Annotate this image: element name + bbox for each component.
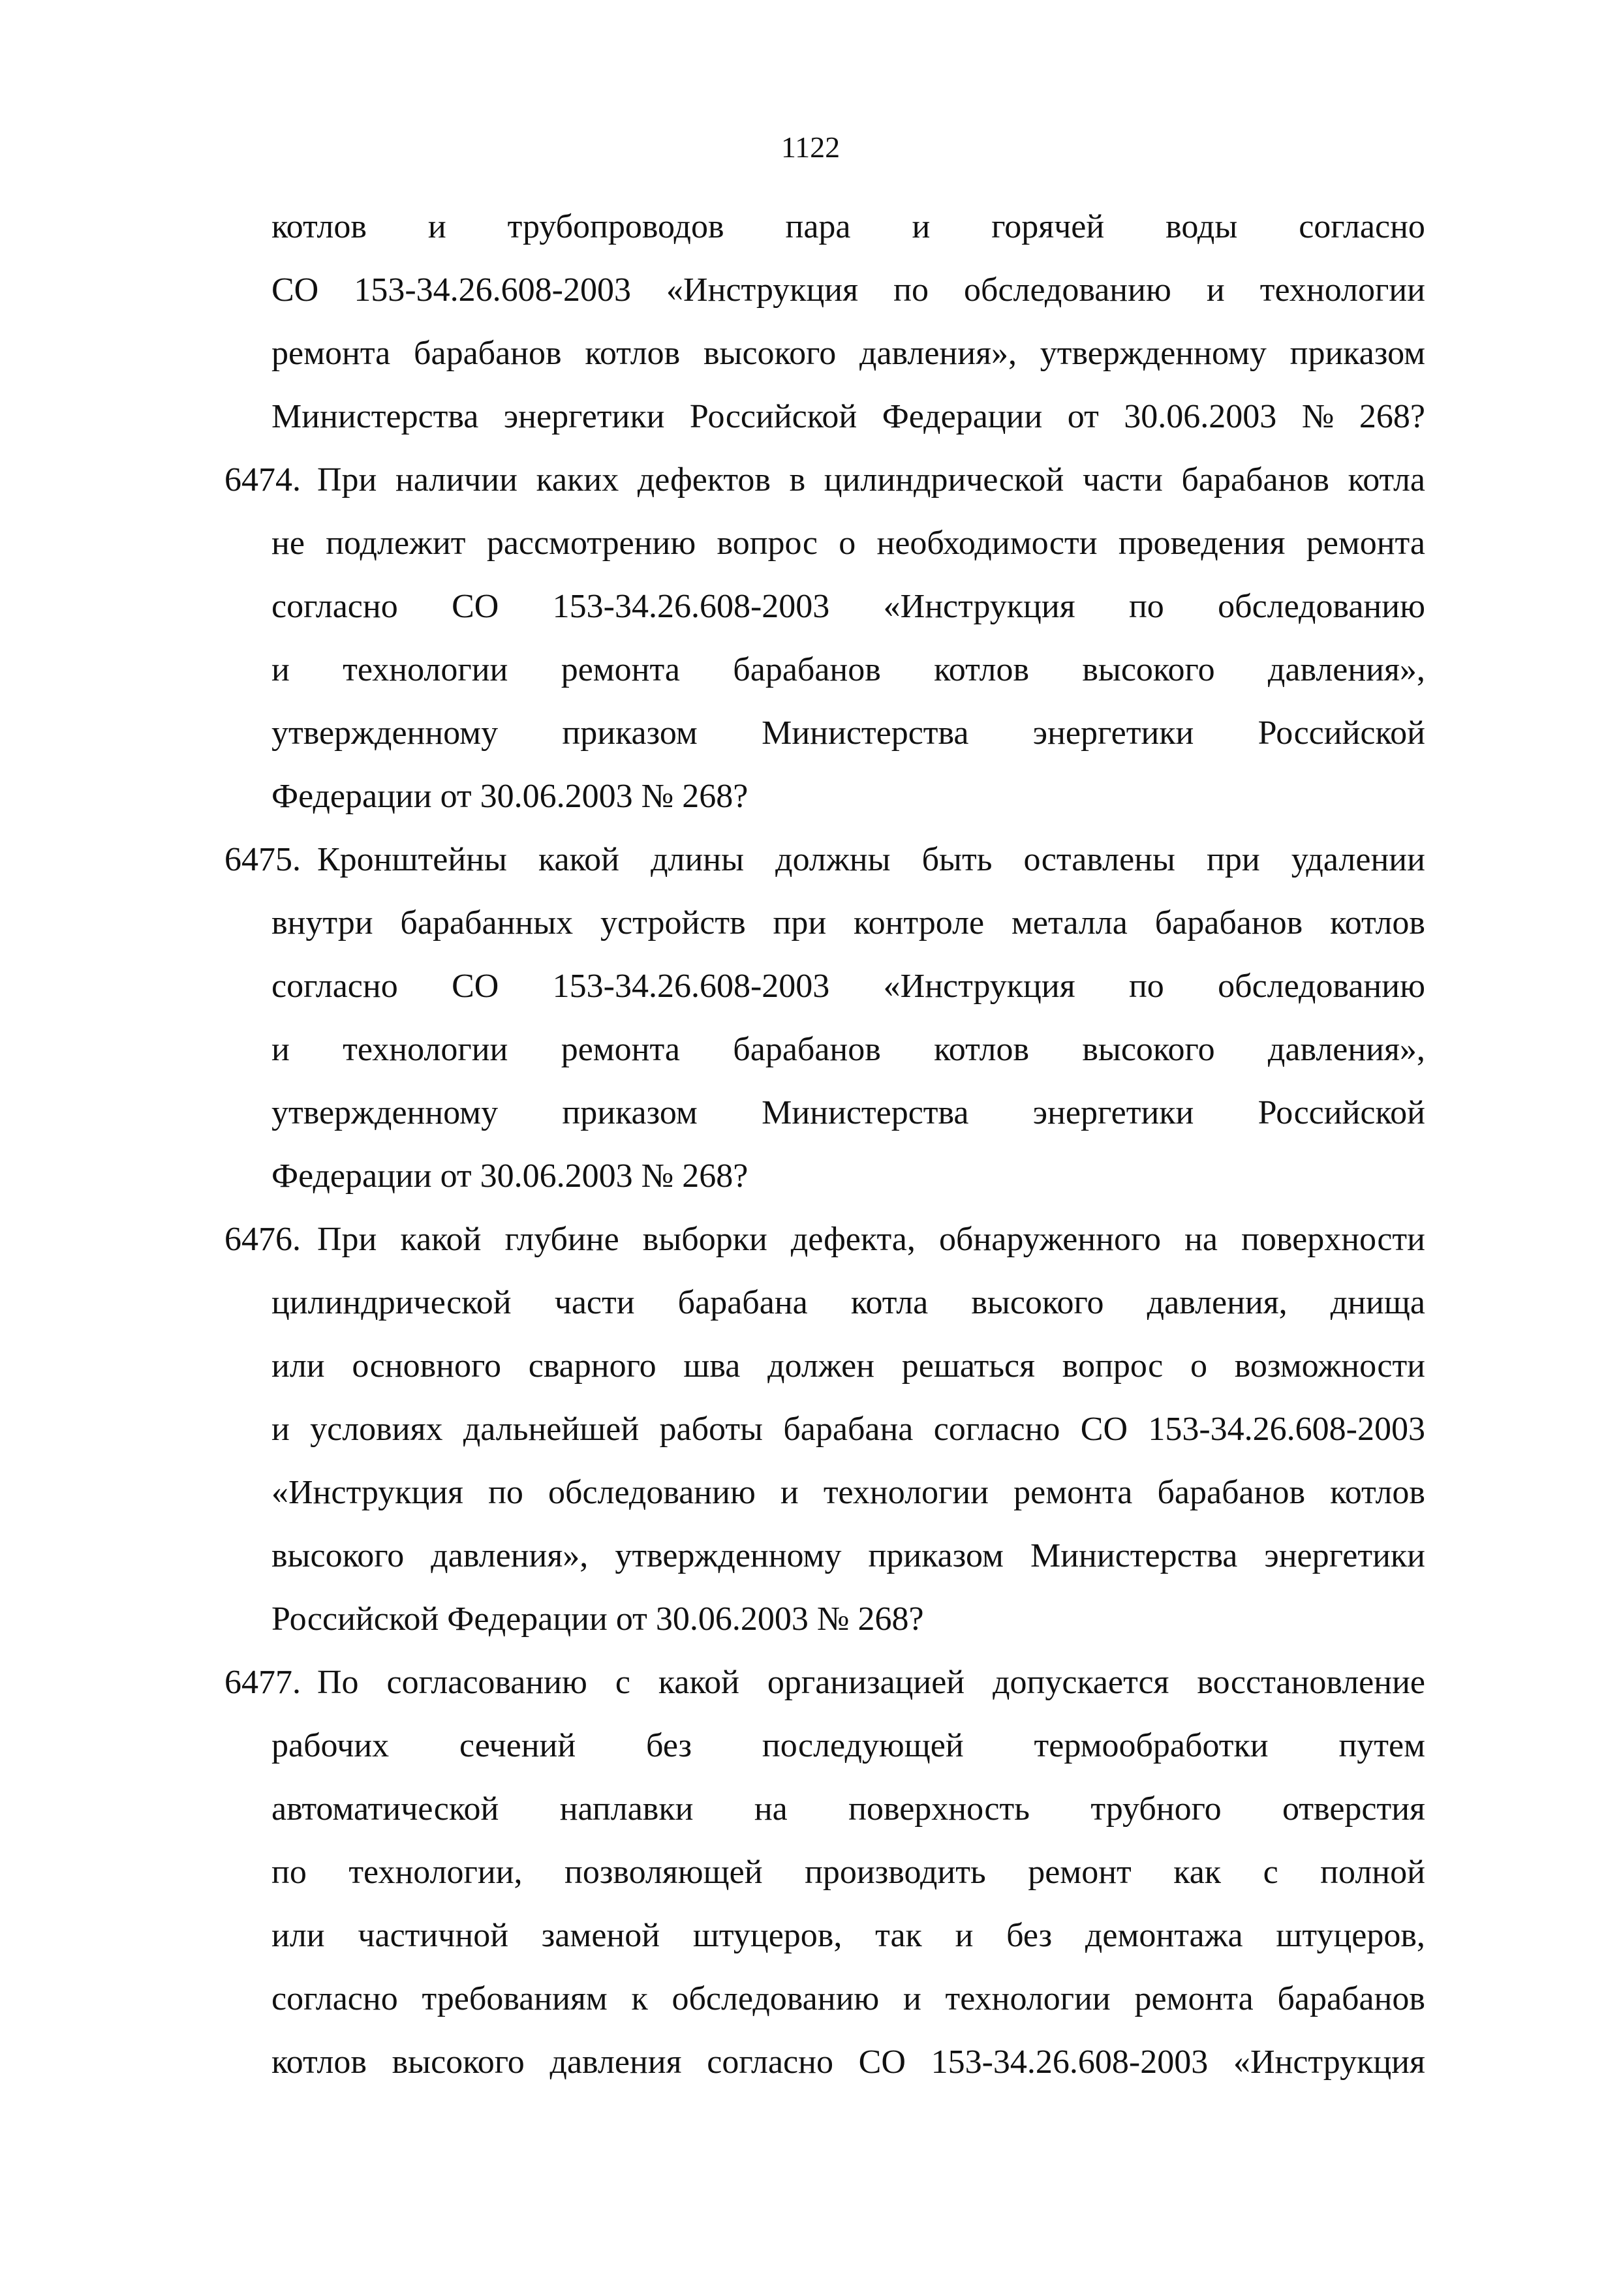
word: рабочих [271, 1727, 390, 1764]
text-line [224, 1912, 1425, 1976]
word: котла [850, 1284, 929, 1321]
word: без [646, 1727, 692, 1764]
word: и [271, 1411, 290, 1448]
text-line [224, 457, 1425, 520]
word: дальнейшей [463, 1411, 640, 1448]
text-line [224, 267, 1425, 330]
word: «Инструкция [883, 588, 1075, 625]
word: котлов [271, 2043, 367, 2081]
question-number: 6474. [224, 461, 301, 498]
word: высокого [271, 1537, 405, 1574]
word: решаться [901, 1347, 1036, 1385]
word: проведения [1118, 525, 1286, 562]
word: технологии [1259, 271, 1425, 309]
word: допускается [993, 1664, 1169, 1701]
word: 153-34.26.608-2003 [552, 588, 830, 625]
word: с [615, 1664, 630, 1701]
word: вопрос [717, 525, 818, 562]
word: или [271, 1917, 325, 1954]
word: энергетики [503, 398, 665, 435]
text-line [224, 520, 1425, 583]
word: цилиндрической [824, 461, 1064, 498]
text-line: Федерации от 30.06.2003 № 268? [271, 1157, 749, 1195]
word: энергетики [1264, 1537, 1425, 1574]
word: котла [1348, 461, 1425, 498]
text-line [224, 1659, 1425, 1722]
word: утвержденному [1040, 335, 1267, 372]
word: обследованию [548, 1474, 756, 1511]
word: давления, [1147, 1284, 1288, 1321]
word: на [754, 1790, 788, 1828]
word: высокого [703, 335, 837, 372]
word: давления», [1267, 651, 1425, 688]
word: 153-34.26.608-2003 [931, 2043, 1209, 2081]
word: с [1263, 1854, 1278, 1891]
word: «Инструкция [883, 968, 1075, 1005]
word: барабанов [733, 651, 881, 688]
word: выборки [642, 1221, 767, 1258]
text-line [224, 204, 1425, 267]
word: котлов [1330, 904, 1425, 941]
word: по [488, 1474, 523, 1511]
word: приказом [562, 714, 698, 752]
word: барабанов [1154, 904, 1303, 941]
word: воды [1166, 208, 1238, 245]
word: Российской [1258, 714, 1425, 752]
word: давления», [431, 1537, 589, 1574]
word: барабанов [414, 335, 562, 372]
word: на [1184, 1221, 1218, 1258]
word: барабанов [733, 1031, 881, 1068]
word: котлов [934, 1031, 1030, 1068]
word: утвержденному [615, 1537, 842, 1574]
word: горячей [991, 208, 1105, 245]
word: длины [651, 841, 745, 878]
word: удалении [1291, 841, 1425, 878]
text-line [224, 393, 1425, 457]
word: какой [538, 841, 620, 878]
text-line [224, 1406, 1425, 1469]
word: шва [683, 1347, 741, 1385]
word: вопрос [1062, 1347, 1164, 1385]
word: трубопроводов [507, 208, 724, 245]
word: технологии [343, 1031, 508, 1068]
word: металла [1011, 904, 1128, 941]
text-line [224, 1786, 1425, 1849]
word: обследованию [964, 271, 1171, 309]
word: давления», [859, 335, 1017, 372]
word: СО [1080, 1411, 1128, 1448]
word: наплавки [559, 1790, 694, 1828]
word: ремонт [1028, 1854, 1132, 1891]
word: высокого [1082, 651, 1215, 688]
word: оставлены [1023, 841, 1175, 878]
word: технологии [823, 1474, 989, 1511]
word: устройств [600, 904, 746, 941]
text-line [224, 1849, 1425, 1912]
word: условиях [310, 1411, 443, 1448]
word: как [1173, 1854, 1222, 1891]
word: восстановление [1197, 1664, 1425, 1701]
text-line: Российской Федерации от 30.06.2003 № 268? [271, 1600, 924, 1638]
word: от [1067, 398, 1099, 435]
word: Министерства [271, 398, 479, 435]
word: сварного [528, 1347, 656, 1385]
word: путем [1338, 1727, 1425, 1764]
text-line: Федерации от 30.06.2003 № 268? [271, 778, 749, 815]
word: возможности [1234, 1347, 1425, 1385]
word: высокого [1082, 1031, 1215, 1068]
word: барабана [677, 1284, 808, 1321]
word: ремонта [1134, 1980, 1254, 2017]
question-number: 6475. [224, 841, 301, 878]
word: технологии [945, 1980, 1111, 2017]
word: По [317, 1664, 359, 1701]
word: производить [805, 1854, 986, 1891]
word: обследованию [1218, 968, 1425, 1005]
word: приказом [562, 1094, 698, 1131]
word: Кронштейны [317, 841, 507, 878]
word: и [1206, 271, 1225, 309]
word: заменой [541, 1917, 660, 1954]
word: согласованию [386, 1664, 587, 1701]
word: СО [452, 588, 499, 625]
question-number: 6477. [224, 1664, 301, 1701]
word: приказом [868, 1537, 1004, 1574]
word: котлов [934, 651, 1030, 688]
word: Министерства [1030, 1537, 1238, 1574]
question-first-line [317, 836, 1425, 883]
word: днища [1330, 1284, 1425, 1321]
word: рассмотрению [486, 525, 696, 562]
word: по [1128, 968, 1164, 1005]
word: энергетики [1032, 714, 1194, 752]
word: ремонта [271, 335, 391, 372]
word: должен [767, 1347, 874, 1385]
word: барабанных [400, 904, 574, 941]
text-line [224, 1216, 1425, 1279]
word: и [912, 208, 931, 245]
word: высокого [971, 1284, 1104, 1321]
word: При [317, 461, 377, 498]
word: технологии [343, 651, 508, 688]
word: технологии, [348, 1854, 523, 1891]
word: требованиям [422, 1980, 608, 2017]
word: цилиндрической [271, 1284, 512, 1321]
word: приказом [1289, 335, 1425, 372]
word: «Инструкция [666, 271, 859, 309]
word: быть [921, 841, 993, 878]
word: Федерации [882, 398, 1043, 435]
word: давления», [1267, 1031, 1425, 1068]
document-body [224, 204, 1425, 2102]
word: ремонта [561, 651, 680, 688]
word: барабанов [1277, 1980, 1425, 2017]
word: о [1190, 1347, 1207, 1385]
word: энергетики [1032, 1094, 1194, 1131]
word: при [1207, 841, 1260, 878]
word: организацией [767, 1664, 965, 1701]
word: согласно [271, 588, 398, 625]
word: контроле [853, 904, 985, 941]
word: демонтажа [1085, 1917, 1243, 1954]
text-line [224, 1976, 1425, 2039]
word: части [1082, 461, 1163, 498]
word: отверстия [1282, 1790, 1425, 1828]
text-line [224, 900, 1425, 963]
word: поверхности [1241, 1221, 1425, 1258]
question-number: 6476. [224, 1221, 301, 1258]
word: Российской [1258, 1094, 1425, 1131]
word: 268? [1359, 398, 1425, 435]
word: подлежит [326, 525, 466, 562]
word: так [875, 1917, 922, 1954]
word: автоматической [271, 1790, 499, 1828]
word: штуцеров, [692, 1917, 842, 1954]
word: поверхность [848, 1790, 1030, 1828]
word: без [1006, 1917, 1053, 1954]
word: к [631, 1980, 648, 2017]
question-first-line [317, 1216, 1425, 1263]
word: котлов [1330, 1474, 1425, 1511]
word: по [271, 1854, 307, 1891]
question-first-line [317, 457, 1425, 504]
word: барабана [783, 1411, 914, 1448]
word: части [554, 1284, 635, 1321]
word: обнаруженного [938, 1221, 1161, 1258]
word: высокого [392, 2043, 525, 2081]
word: должны [775, 841, 891, 878]
word: согласно [1299, 208, 1425, 245]
word: наличии [395, 461, 517, 498]
word: последующей [762, 1727, 964, 1764]
word: обследованию [672, 1980, 880, 2017]
question-first-line [317, 1659, 1425, 1706]
text-line [224, 710, 1425, 773]
word: о [839, 525, 856, 562]
page-number: 1122 [780, 130, 841, 164]
word: согласно [271, 968, 398, 1005]
word: согласно [271, 1980, 398, 2017]
word: в [789, 461, 806, 498]
word: какой [400, 1221, 482, 1258]
word: Российской [689, 398, 857, 435]
word: барабанов [1157, 1474, 1306, 1511]
word: и [271, 651, 290, 688]
word: или [271, 1347, 325, 1385]
word: 153-34.26.608-2003 [1148, 1411, 1425, 1448]
text-line [224, 330, 1425, 393]
text-line [224, 583, 1425, 647]
word: При [317, 1221, 377, 1258]
text-line [224, 2039, 1425, 2102]
word: СО [858, 2043, 906, 2081]
word: термообработки [1034, 1727, 1269, 1764]
word: необходимости [876, 525, 1098, 562]
word: котлов [585, 335, 681, 372]
word: сечений [459, 1727, 576, 1764]
word: ремонта [561, 1031, 680, 1068]
word: согласно [933, 1411, 1060, 1448]
word: при [773, 904, 827, 941]
word: СО [271, 271, 319, 309]
text-line [224, 1343, 1425, 1406]
word: «Инструкция [1233, 2043, 1425, 2081]
text-line [224, 647, 1425, 710]
text-line [224, 963, 1425, 1026]
word: пара [785, 208, 851, 245]
word: какой [658, 1664, 739, 1701]
word: и [780, 1474, 799, 1511]
word: и [427, 208, 446, 245]
word: СО [452, 968, 499, 1005]
word: «Инструкция [271, 1474, 463, 1511]
word: ремонта [1306, 525, 1425, 562]
text-line [224, 836, 1425, 900]
word: давления [549, 2043, 682, 2081]
word: дефектов [637, 461, 771, 498]
word: котлов [271, 208, 367, 245]
word: глубине [504, 1221, 619, 1258]
text-line [224, 1722, 1425, 1786]
word: и [271, 1031, 290, 1068]
text-line [224, 1279, 1425, 1343]
word: по [893, 271, 929, 309]
word: работы [659, 1411, 763, 1448]
text-line [224, 1469, 1425, 1533]
word: ремонта [1013, 1474, 1133, 1511]
word: 153-34.26.608-2003 [552, 968, 830, 1005]
text-line [224, 1533, 1425, 1596]
word: согласно [707, 2043, 833, 2081]
word: полной [1320, 1854, 1425, 1891]
word: по [1128, 588, 1164, 625]
word: штуцеров, [1276, 1917, 1425, 1954]
word: 30.06.2003 [1124, 398, 1277, 435]
word: не [271, 525, 305, 562]
word: утвержденному [271, 714, 499, 752]
word: частичной [358, 1917, 509, 1954]
word: внутри [271, 904, 373, 941]
word: и [903, 1980, 921, 2017]
word: основного [352, 1347, 501, 1385]
word: позволяющей [564, 1854, 763, 1891]
word: дефекта, [790, 1221, 916, 1258]
text-line [224, 1026, 1425, 1090]
word: утвержденному [271, 1094, 499, 1131]
word: каких [536, 461, 619, 498]
word: Министерства [762, 714, 969, 752]
word: Министерства [762, 1094, 969, 1131]
word: барабанов [1181, 461, 1329, 498]
text-line [224, 1090, 1425, 1153]
word: и [955, 1917, 974, 1954]
word: трубного [1090, 1790, 1222, 1828]
word: обследованию [1218, 588, 1425, 625]
word: 153-34.26.608-2003 [354, 271, 631, 309]
word: № [1301, 398, 1335, 435]
